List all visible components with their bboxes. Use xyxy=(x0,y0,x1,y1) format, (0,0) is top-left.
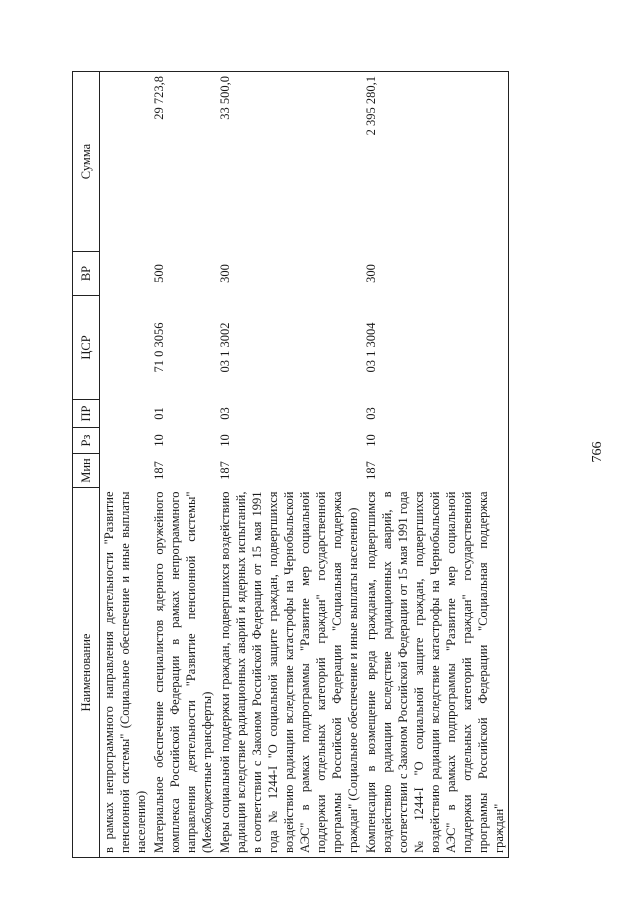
row-pr: 03 xyxy=(218,407,232,420)
budget-table xyxy=(72,71,509,858)
row-pr: 03 xyxy=(362,400,509,428)
table-row xyxy=(100,72,151,858)
row-pr: 01 xyxy=(152,407,166,420)
row-vr: 500 xyxy=(152,264,166,283)
row-rz xyxy=(100,428,151,454)
row-name: Компенсация в возмещение вреда гражданам, подвергшимся воздействию радиации вследствие радиационных аварий, в соответствии с Законом Российской Федерации от 15 мая 1991 года № 1244-I "О социальной защите граждан, подвергшихся воздействию радиации вследствие катастрофы на Чернобыльской АЭС" в рамках подпрограммы "Развитие мер социальной поддержки отдельных категорий граждан" государственной программы Российской Федерации "Социальная поддержка граждан" xyxy=(362,488,509,858)
table-row xyxy=(362,72,509,858)
row-name: Материальное обеспечение специалистов ядерного оружейного комплекса Российской Федерации в рамках непрограммного направления деятельности "Развитие пенсионной системы" (Межбюджетные трансферты) xyxy=(150,488,216,858)
header-csr: ЦСР xyxy=(73,296,100,400)
row-sum xyxy=(100,72,151,252)
header-pr: ПР xyxy=(73,400,100,428)
row-csr: 71 0 3056 xyxy=(152,322,166,373)
row-vr: 300 xyxy=(362,252,509,296)
row-min: 187 xyxy=(362,454,509,488)
page-number: 766 xyxy=(590,441,605,463)
row-vr xyxy=(100,252,151,296)
row-min xyxy=(100,454,151,488)
row-csr: 03 1 3004 xyxy=(362,296,509,400)
row-min: 187 xyxy=(152,461,166,480)
row-name: Меры социальной поддержки граждан, подвергшихся воздействию радиации вследствие радиационных аварий и ядерных испытаний, в соответствии с Законом Российской Федерации от 15 мая 1991 года № 1244-I "О социальной защите граждан, подвергшихся воздействию радиации вследствие катастрофы на Чернобыльской АЭС" в рамках подпрограммы "Развитие мер социальной поддержки отдельных категорий граждан" государственной программы Российской Федерации "Социальная поддержка граждан" (Социальное обеспечение и иные выплаты населению) xyxy=(216,488,362,858)
row-sum: 33 500,0 xyxy=(216,72,362,252)
table-header-row xyxy=(73,72,100,858)
row-rz: 10 xyxy=(362,428,509,454)
row-sum: 2 395 280,1 xyxy=(362,72,509,252)
row-csr xyxy=(100,296,151,400)
row-vr: 300 xyxy=(218,264,232,283)
row-min: 187 xyxy=(218,461,232,480)
header-sum: Сумма xyxy=(73,72,100,252)
header-rz: Рз xyxy=(73,428,100,454)
header-min: Мин xyxy=(73,454,100,488)
row-rz: 10 xyxy=(218,434,232,447)
rotated-table-container xyxy=(72,72,586,858)
row-name: в рамках непрограммного направления деятельности "Развитие пенсионной системы" (Социальное обеспечение и иные выплаты населению) xyxy=(100,488,151,858)
table-row xyxy=(150,72,216,858)
row-rz: 10 xyxy=(152,434,166,447)
row-sum: 29 723,8 xyxy=(150,72,216,252)
header-vr: ВР xyxy=(73,252,100,296)
table-row xyxy=(216,72,362,858)
row-csr: 03 1 3002 xyxy=(218,322,232,373)
row-pr xyxy=(100,400,151,428)
header-name: Наименование xyxy=(73,488,100,858)
